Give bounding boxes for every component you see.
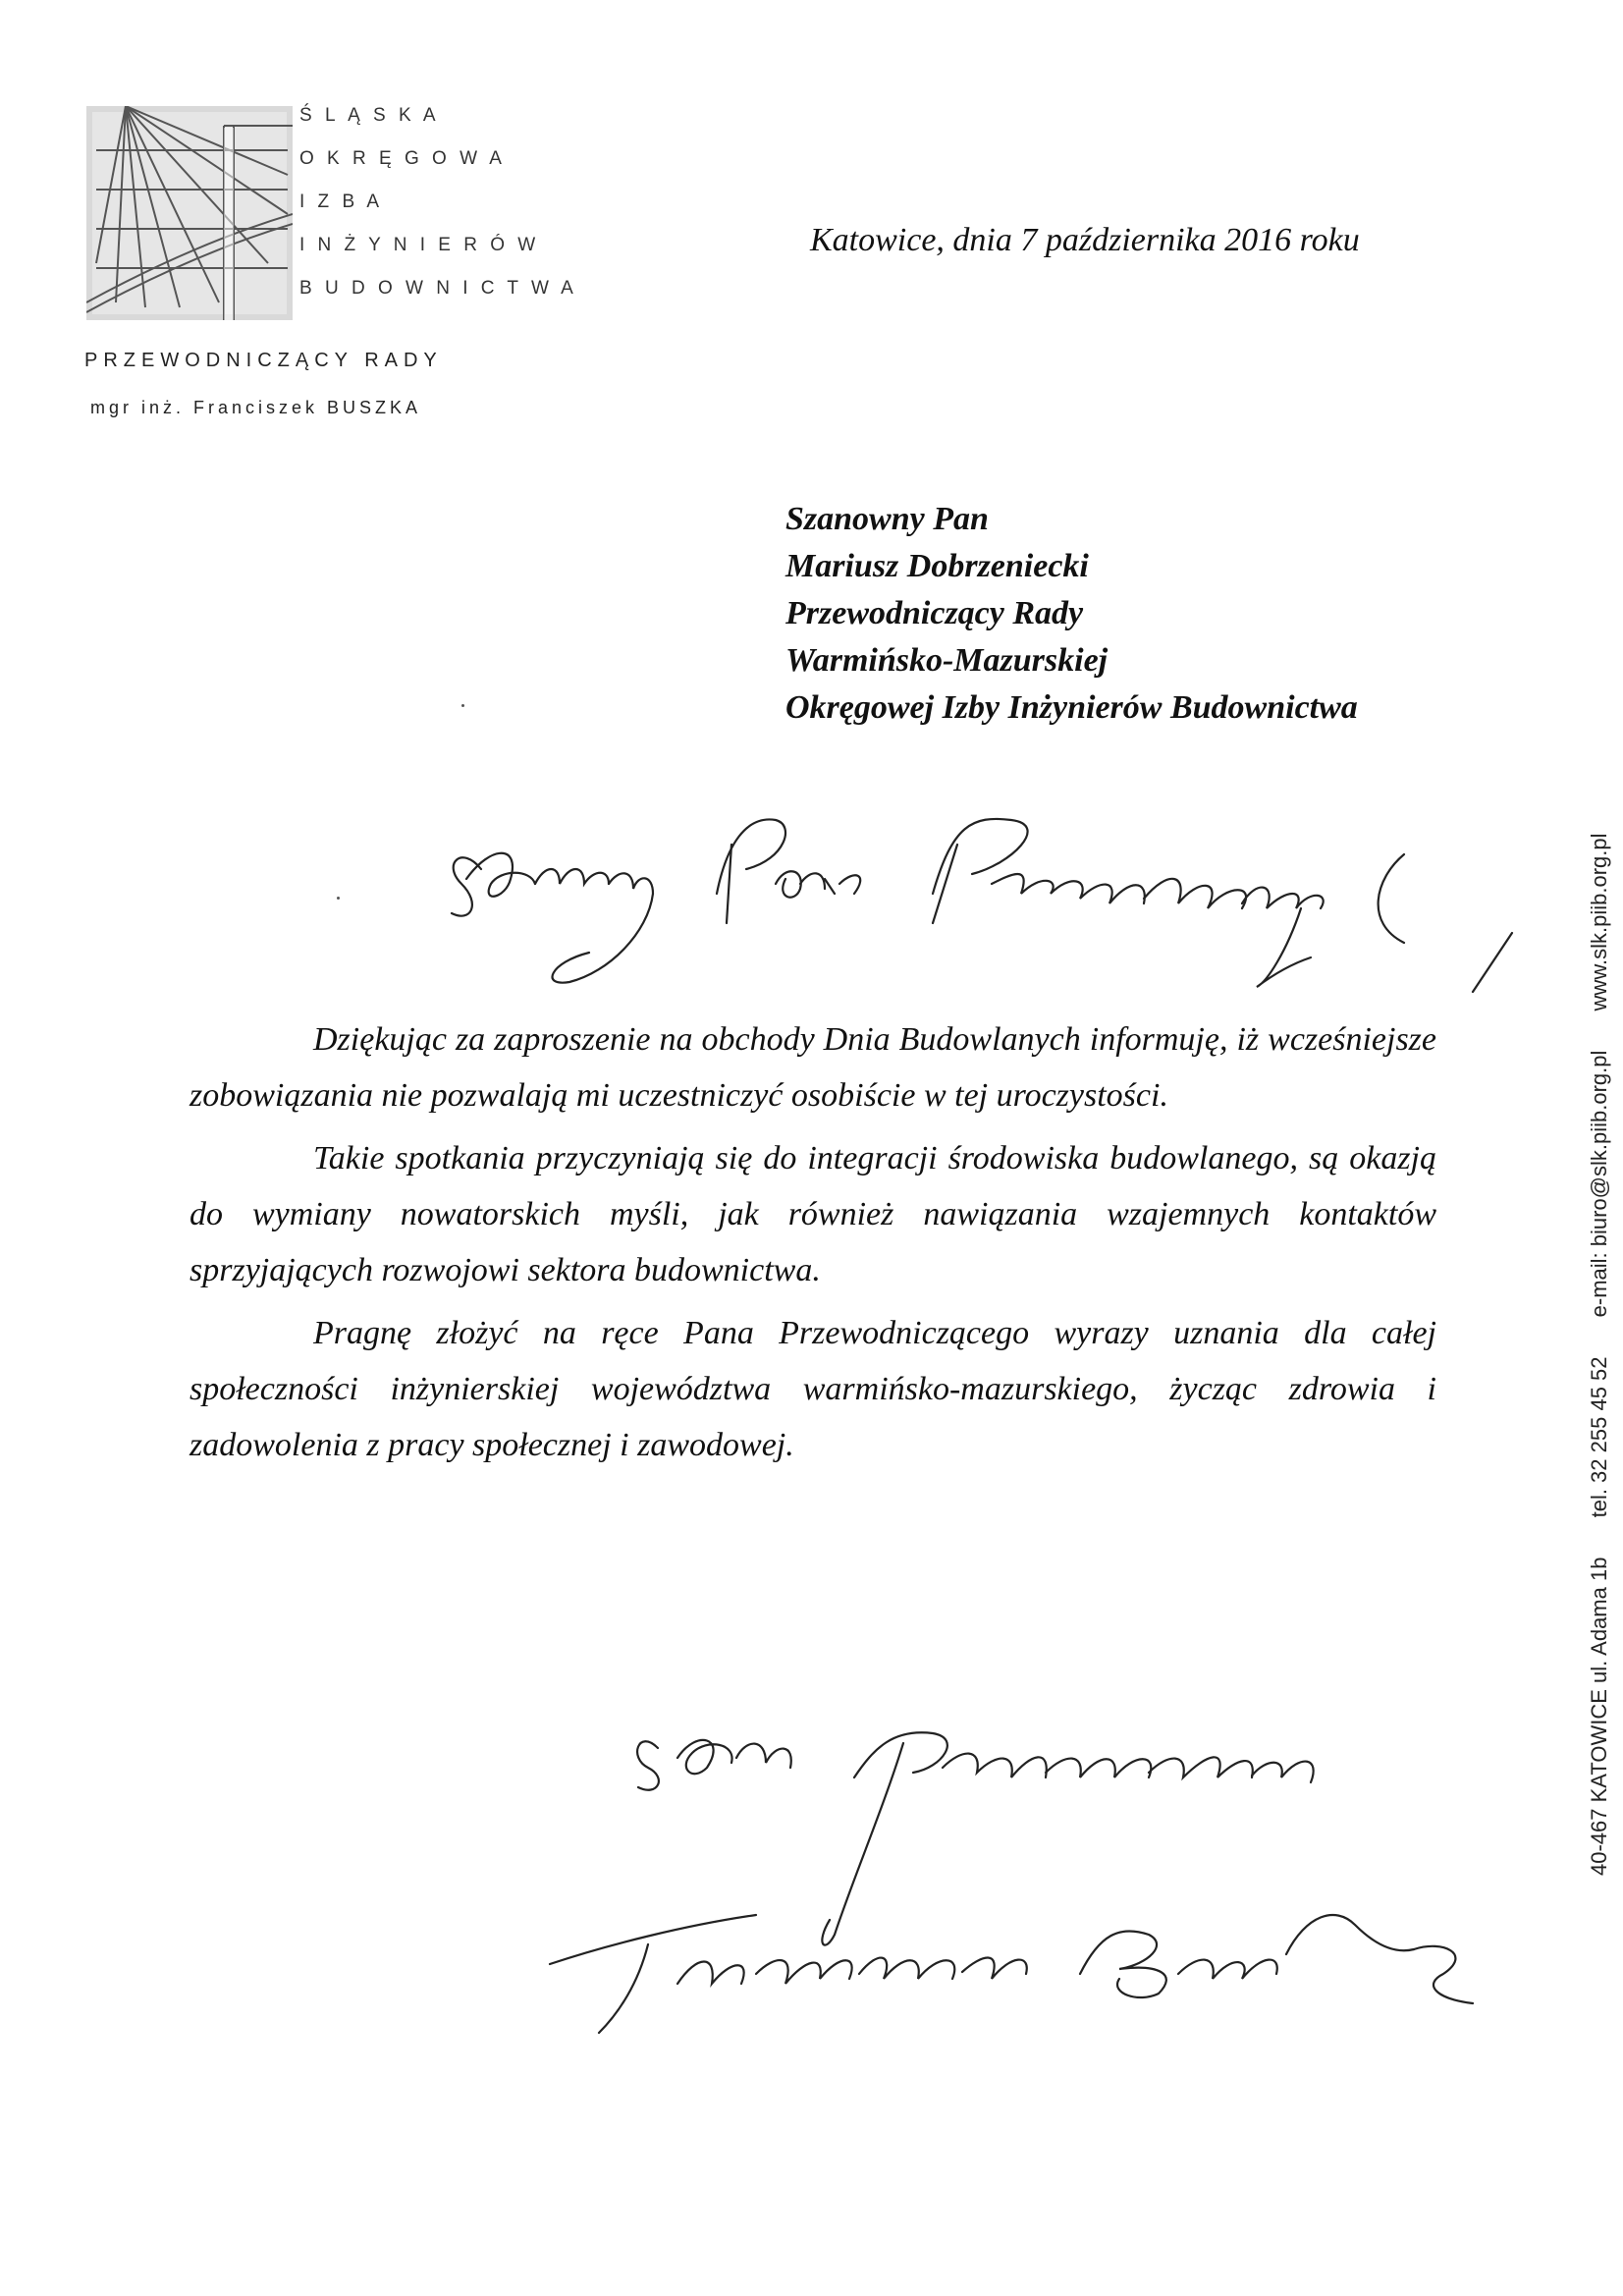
contact-phone: tel. 32 255 45 52	[1587, 1356, 1611, 1518]
scan-speck	[337, 897, 340, 900]
letter-body	[189, 1011, 1436, 1480]
org-name-line-5: B U D O W N I C T W A	[299, 278, 577, 299]
org-name-line-3: I Z B A	[299, 191, 384, 212]
recipient-line-3: Przewodniczący Rady	[785, 595, 1084, 631]
handwritten-salutation	[422, 786, 1532, 1002]
org-name-line-2: O K R Ę G O W A	[299, 148, 506, 169]
handwritten-signature	[530, 1660, 1532, 2052]
recipient-line-4: Warmińsko-Mazurskiej	[785, 642, 1109, 679]
side-contact-info	[1587, 800, 1612, 1877]
contact-email: e-mail: biuro@slk.piib.org.pl	[1587, 1050, 1611, 1318]
sender-name: mgr inż. Franciszek BUSZKA	[90, 398, 422, 417]
recipient-line-1: Szanowny Pan	[785, 501, 989, 537]
contact-website: www.slk.piib.org.pl	[1587, 833, 1611, 1011]
org-logo	[86, 106, 293, 320]
body-paragraph-2: Takie spotkania przyczyniają się do integracji środowiska budowlanego, są okazją do wymiany nowatorskich myśli, jak również nawiązania wzajemnych kontaktów sprzyjających rozwojowi sektora budownictwa.	[189, 1140, 1436, 1288]
org-name-line-1: Ś L Ą S K A	[299, 105, 440, 126]
org-name-line-4: I N Ż Y N I E R Ó W	[299, 235, 540, 255]
body-paragraph-3: Pragnę złożyć na ręce Pana Przewodniczącego wyrazy uznania dla całej społeczności inżynierskiej województwa warmińsko-mazurskiego, życząc zdrowia i zadowolenia z pracy społecznej i zawodowej.	[189, 1315, 1436, 1463]
body-paragraph-1: Dziękując za zaproszenie na obchody Dnia Budowlanych informuję, iż wcześniejsze zobowiązania nie pozwalają mi uczestniczyć osobiście w tej uroczystości.	[189, 1021, 1436, 1114]
recipient-line-2: Mariusz Dobrzeniecki	[785, 548, 1089, 584]
recipient-line-5: Okręgowej Izby Inżynierów Budownictwa	[785, 689, 1358, 726]
scan-speck	[461, 704, 464, 707]
date-line: Katowice, dnia 7 października 2016 roku	[810, 222, 1360, 258]
contact-address: 40-467 KATOWICE ul. Adama 1b	[1587, 1557, 1611, 1876]
sender-title: PRZEWODNICZĄCY RADY	[84, 350, 443, 371]
org-name	[299, 106, 577, 322]
recipient-block	[785, 496, 1358, 732]
